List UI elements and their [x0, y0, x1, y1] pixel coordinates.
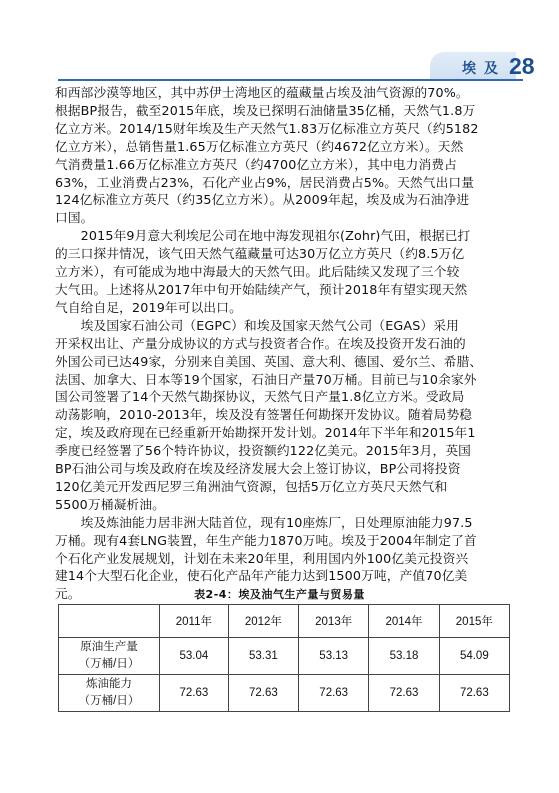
text-line: 大气田。上述将从2017年中旬开始陆续产气，预计2018年有望实现天然 [55, 281, 468, 297]
header-rule [58, 79, 523, 81]
text-line: 定，埃及政府现在已经重新开始勘探开发计划。2014年下半年和2015年1 [55, 425, 476, 441]
text-line: 元。 [55, 586, 81, 602]
text-line: 的三口探井情况，该气田天然气蕴藏量可达30万亿立方英尺（约8.5万亿 [55, 246, 465, 262]
table-header-cell: 2014年 [369, 605, 439, 638]
text-line: 124亿标准立方英尺（约35亿立方米）。从2009年起，埃及成为石油净进 [55, 192, 470, 208]
text-line: 120亿美元开发西尼罗三角洲油气资源，包括5万亿立方英尺天然气和 [55, 478, 448, 494]
table-cell: 72.63 [160, 675, 229, 712]
row-label [59, 675, 160, 712]
table-cell: 72.63 [439, 675, 509, 712]
text-line: 气自给自足，2019年可以出口。 [55, 299, 242, 315]
text-line: 亿立方米。2014/15财年埃及生产天然气1.83万亿标准立方英尺（约5182 [55, 120, 479, 136]
text-line: 亿立方米），总销售量1.65万亿标准立方英尺（约4672亿立方米）。天然 [55, 138, 464, 154]
table-header-cell [59, 605, 160, 638]
text-line: 动荡影响，2010-2013年，埃及没有签署任何勘探开发协议。随着局势稳 [55, 407, 473, 423]
text-line: BP石油公司与埃及政府在埃及经济发展大会上签订协议，BP公司将投资 [55, 461, 461, 477]
text-line: 和西部沙漠等地区，其中苏伊士湾地区的蕴藏量占埃及油气资源的70%。 [55, 85, 469, 100]
text-line: 根据BP报告，截至2015年底，埃及已探明石油储量35亿桶，天然气1.8万 [55, 102, 476, 118]
running-title: 埃及 [462, 61, 506, 77]
text-line: 气消费量1.66万亿标准立方英尺（约4700亿立方米），其中电力消费占 [55, 156, 457, 172]
text-line: 建14个大型石化企业，使石化产品年产能力达到1500万吨，产值70亿美 [55, 568, 468, 584]
table-caption: 表2-4：埃及油气生产量与贸易量 [194, 588, 365, 601]
row-label-line: 原油生产量 [80, 641, 138, 653]
text-line: 埃及炼油能力居非洲大陆首位，现有10座炼厂，日处理原油能力97.5 [55, 514, 473, 530]
text-line: 万桶。现有4套LNG装置，年生产能力1870万吨。埃及于2004年制定了首 [55, 532, 477, 548]
text-line: 2015年9月意大利埃尼公司在地中海发现祖尔(Zohr)气田，根据已打 [55, 228, 471, 244]
table-header-row [59, 605, 510, 638]
text-line: 个石化产业发展规划，计划在未来20年里，利用国内外100亿美元投资兴 [55, 550, 469, 566]
table-header-cell: 2015年 [439, 605, 509, 638]
table-cell: 54.09 [439, 638, 509, 675]
table-header-cell: 2011年 [160, 605, 229, 638]
text-line: 埃及国家石油公司（EGPC）和埃及国家天然气公司（EGAS）采用 [55, 317, 459, 333]
table-cell: 72.63 [228, 675, 298, 712]
text-line: 法国、加拿大、日本等19个国家，石油日产量70万桶。目前已与10余家外 [55, 371, 477, 387]
text-line: 63%，工业消费占23%，石化产业占9%，居民消费占5%。天然气出口量 [55, 174, 475, 190]
page-number: 28 [509, 53, 535, 79]
text-line: 立方米），有可能成为地中海最大的天然气田。此后陆续又发现了三个较 [55, 264, 460, 280]
table-row [59, 675, 510, 712]
table-cell: 72.63 [369, 675, 439, 712]
table-cell: 53.31 [228, 638, 298, 675]
table-row [59, 638, 510, 675]
body-text [55, 84, 513, 603]
table-cell: 53.18 [369, 638, 439, 675]
text-line: 开采权出让、产量分成协议的方式与投资者合作。在埃及投资开发石油的 [55, 335, 466, 351]
row-label [59, 638, 160, 675]
table-cell: 72.63 [299, 675, 369, 712]
production-table [58, 604, 510, 712]
row-label-line: 炼油能力 [86, 678, 132, 690]
text-line: 口国。 [55, 210, 94, 226]
text-line: 季度已经签署了56个特许协议，投资额约122亿美元。2015年3月，英国 [55, 443, 471, 459]
text-line: 国公司签署了14个天然气勘探协议，天然气日产量1.8亿立方米。受政局 [55, 389, 465, 405]
table-cell: 53.13 [299, 638, 369, 675]
table-header-cell: 2013年 [299, 605, 369, 638]
table-cell: 53.04 [160, 638, 229, 675]
row-label-unit: （万桶/日） [78, 695, 140, 707]
table-header-cell: 2012年 [228, 605, 298, 638]
text-line: 外国公司已达49家，分别来自美国、英国、意大利、德国、爱尔兰、希腊、 [55, 353, 483, 369]
text-line: 5500万桶凝析油。 [55, 496, 165, 512]
row-label-unit: （万桶/日） [78, 658, 140, 670]
